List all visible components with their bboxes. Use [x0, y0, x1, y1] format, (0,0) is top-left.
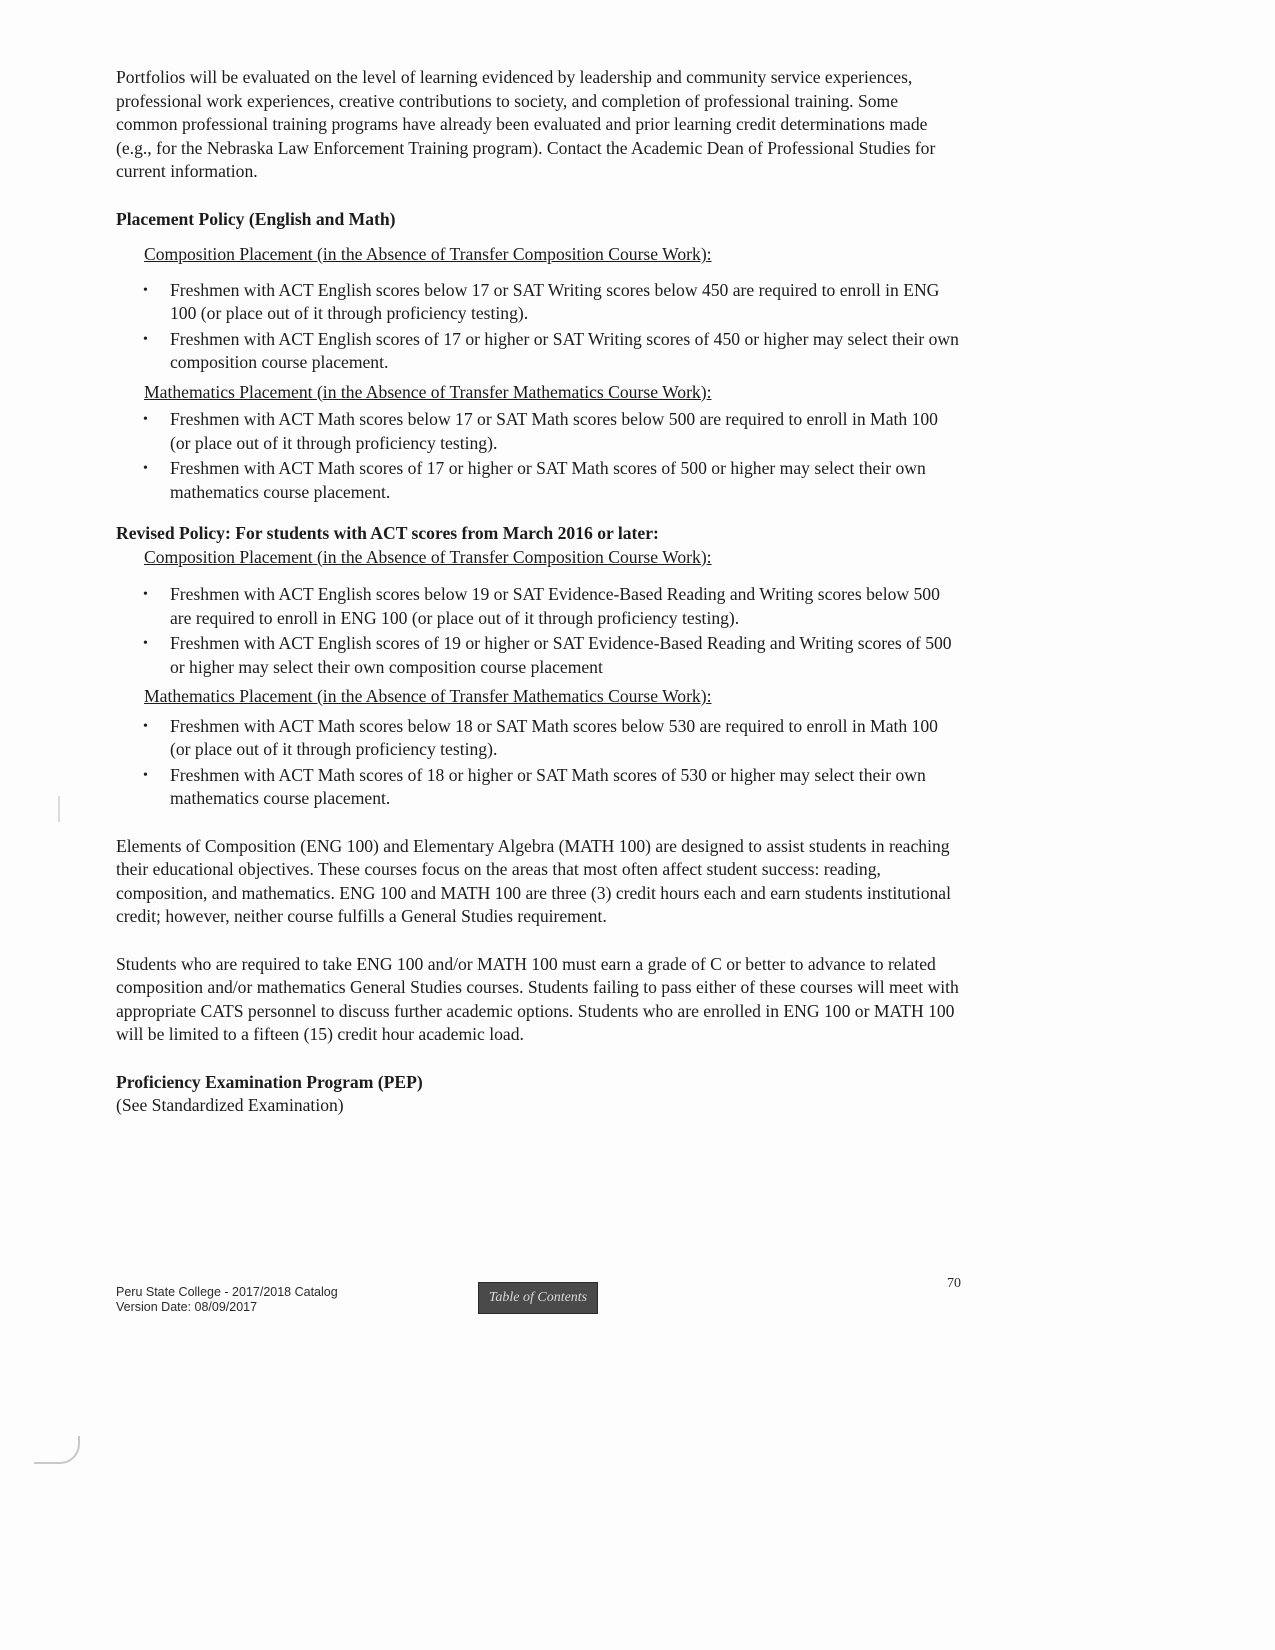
list-item-text: Freshmen with ACT English scores below 19 or SAT Evidence-Based Reading and Writing scores below 500 are required to enroll in ENG 100 (or place out of it through proficiency testing). [170, 584, 940, 628]
list-item [116, 715, 961, 762]
pep-heading: Proficiency Examination Program (PEP) [116, 1071, 423, 1092]
revised-composition-heading: Composition Placement (in the Absence of Transfer Composition Course Work): [144, 546, 712, 567]
revised-composition-list [116, 583, 961, 679]
placement-policy-heading: Placement Policy (English and Math) [116, 208, 396, 229]
bullet-icon: • [143, 587, 148, 602]
footer-info [116, 1285, 338, 1315]
list-item-text: Freshmen with ACT Math scores below 18 or SAT Math scores below 530 are required to enroll in Math 100 (or place out of it through proficiency testing). [170, 715, 938, 759]
revised-math-list [116, 715, 961, 811]
bullet-icon: • [143, 718, 148, 734]
composition-placement-heading: Composition Placement (in the Absence of Transfer Composition Course Work): [144, 244, 712, 264]
list-item-text: Freshmen with ACT Math scores of 17 or higher or SAT Math scores of 500 or higher may select their own mathematics course placement. [170, 458, 926, 502]
list-item-text: Freshmen with ACT English scores below 17 or SAT Writing scores below 450 are required to enroll in ENG 100 (or place out of it through proficiency testing). [170, 279, 940, 323]
bullet-icon: • [143, 282, 148, 298]
page-number: 70 [947, 1276, 961, 1291]
composition-placement-list [116, 279, 961, 375]
list-item-text: Freshmen with ACT English scores of 19 or higher or SAT Evidence-Based Reading and Writing scores of 500 or higher may select their own composition course placement [170, 633, 952, 677]
version-date: Version Date: 08/09/2017 [116, 1300, 258, 1314]
list-item [116, 279, 961, 326]
list-item [116, 632, 961, 679]
bullet-icon: • [143, 636, 148, 651]
scan-artifact [58, 796, 60, 822]
list-item [116, 764, 961, 811]
revised-policy-heading: Revised Policy: For students with ACT scores from March 2016 or later: [116, 523, 659, 543]
list-item [116, 328, 961, 375]
intro-paragraph: Portfolios will be evaluated on the level of learning evidenced by leadership and community service experiences, professional work experiences, creative contributions to society, and completion of professional training. Some common professional training programs have already been evaluated and prior learning credit determinations made (e.g., for the Nebraska Law Enforcement Training program). Contact the Academic Dean of Professional Studies for current information. [116, 67, 936, 181]
bullet-icon: • [143, 767, 148, 783]
list-item [116, 583, 961, 630]
bullet-icon: • [143, 331, 148, 347]
pep-note: (See Standardized Examination) [116, 1095, 344, 1115]
math-placement-list [116, 408, 961, 504]
list-item [116, 457, 961, 504]
list-item-text: Freshmen with ACT English scores of 17 or higher or SAT Writing scores of 450 or higher may select their own composition course placement. [170, 328, 959, 372]
list-item-text: Freshmen with ACT Math scores of 18 or higher or SAT Math scores of 530 or higher may select their own mathematics course placement. [170, 764, 926, 808]
students-paragraph: Students who are required to take ENG 100 and/or MATH 100 must earn a grade of C or better to advance to related composition and/or mathematics General Studies courses. Students failing to pass either of these courses will meet with appropriate CATS personnel to discuss further academic options. Students who are enrolled in ENG 100 or MATH 100 will be limited to a fifteen (15) credit hour academic load. [116, 953, 959, 1044]
catalog-title: Peru State College - 2017/2018 Catalog [116, 1285, 338, 1299]
bullet-icon: • [143, 412, 148, 427]
scan-artifact [34, 1436, 80, 1464]
list-item-text: Freshmen with ACT Math scores below 17 or SAT Math scores below 500 are required to enroll in Math 100 (or place out of it through proficiency testing). [170, 409, 938, 453]
bullet-icon: • [143, 461, 148, 476]
list-item [116, 408, 961, 455]
page-footer [116, 1276, 961, 1335]
elements-paragraph: Elements of Composition (ENG 100) and Elementary Algebra (MATH 100) are designed to assist students in reaching their educational objectives. These courses focus on the areas that most often affect student success: reading, composition, and mathematics. ENG 100 and MATH 100 are three (3) credit hours each and earn students institutional credit; however, neither course fulfills a General Studies requirement. [116, 835, 951, 926]
table-of-contents-button[interactable]: Table of Contents [478, 1282, 598, 1314]
revised-math-heading: Mathematics Placement (in the Absence of Transfer Mathematics Course Work): [144, 686, 712, 706]
math-placement-heading: Mathematics Placement (in the Absence of Transfer Mathematics Course Work): [144, 381, 712, 402]
page-body [116, 66, 961, 1118]
